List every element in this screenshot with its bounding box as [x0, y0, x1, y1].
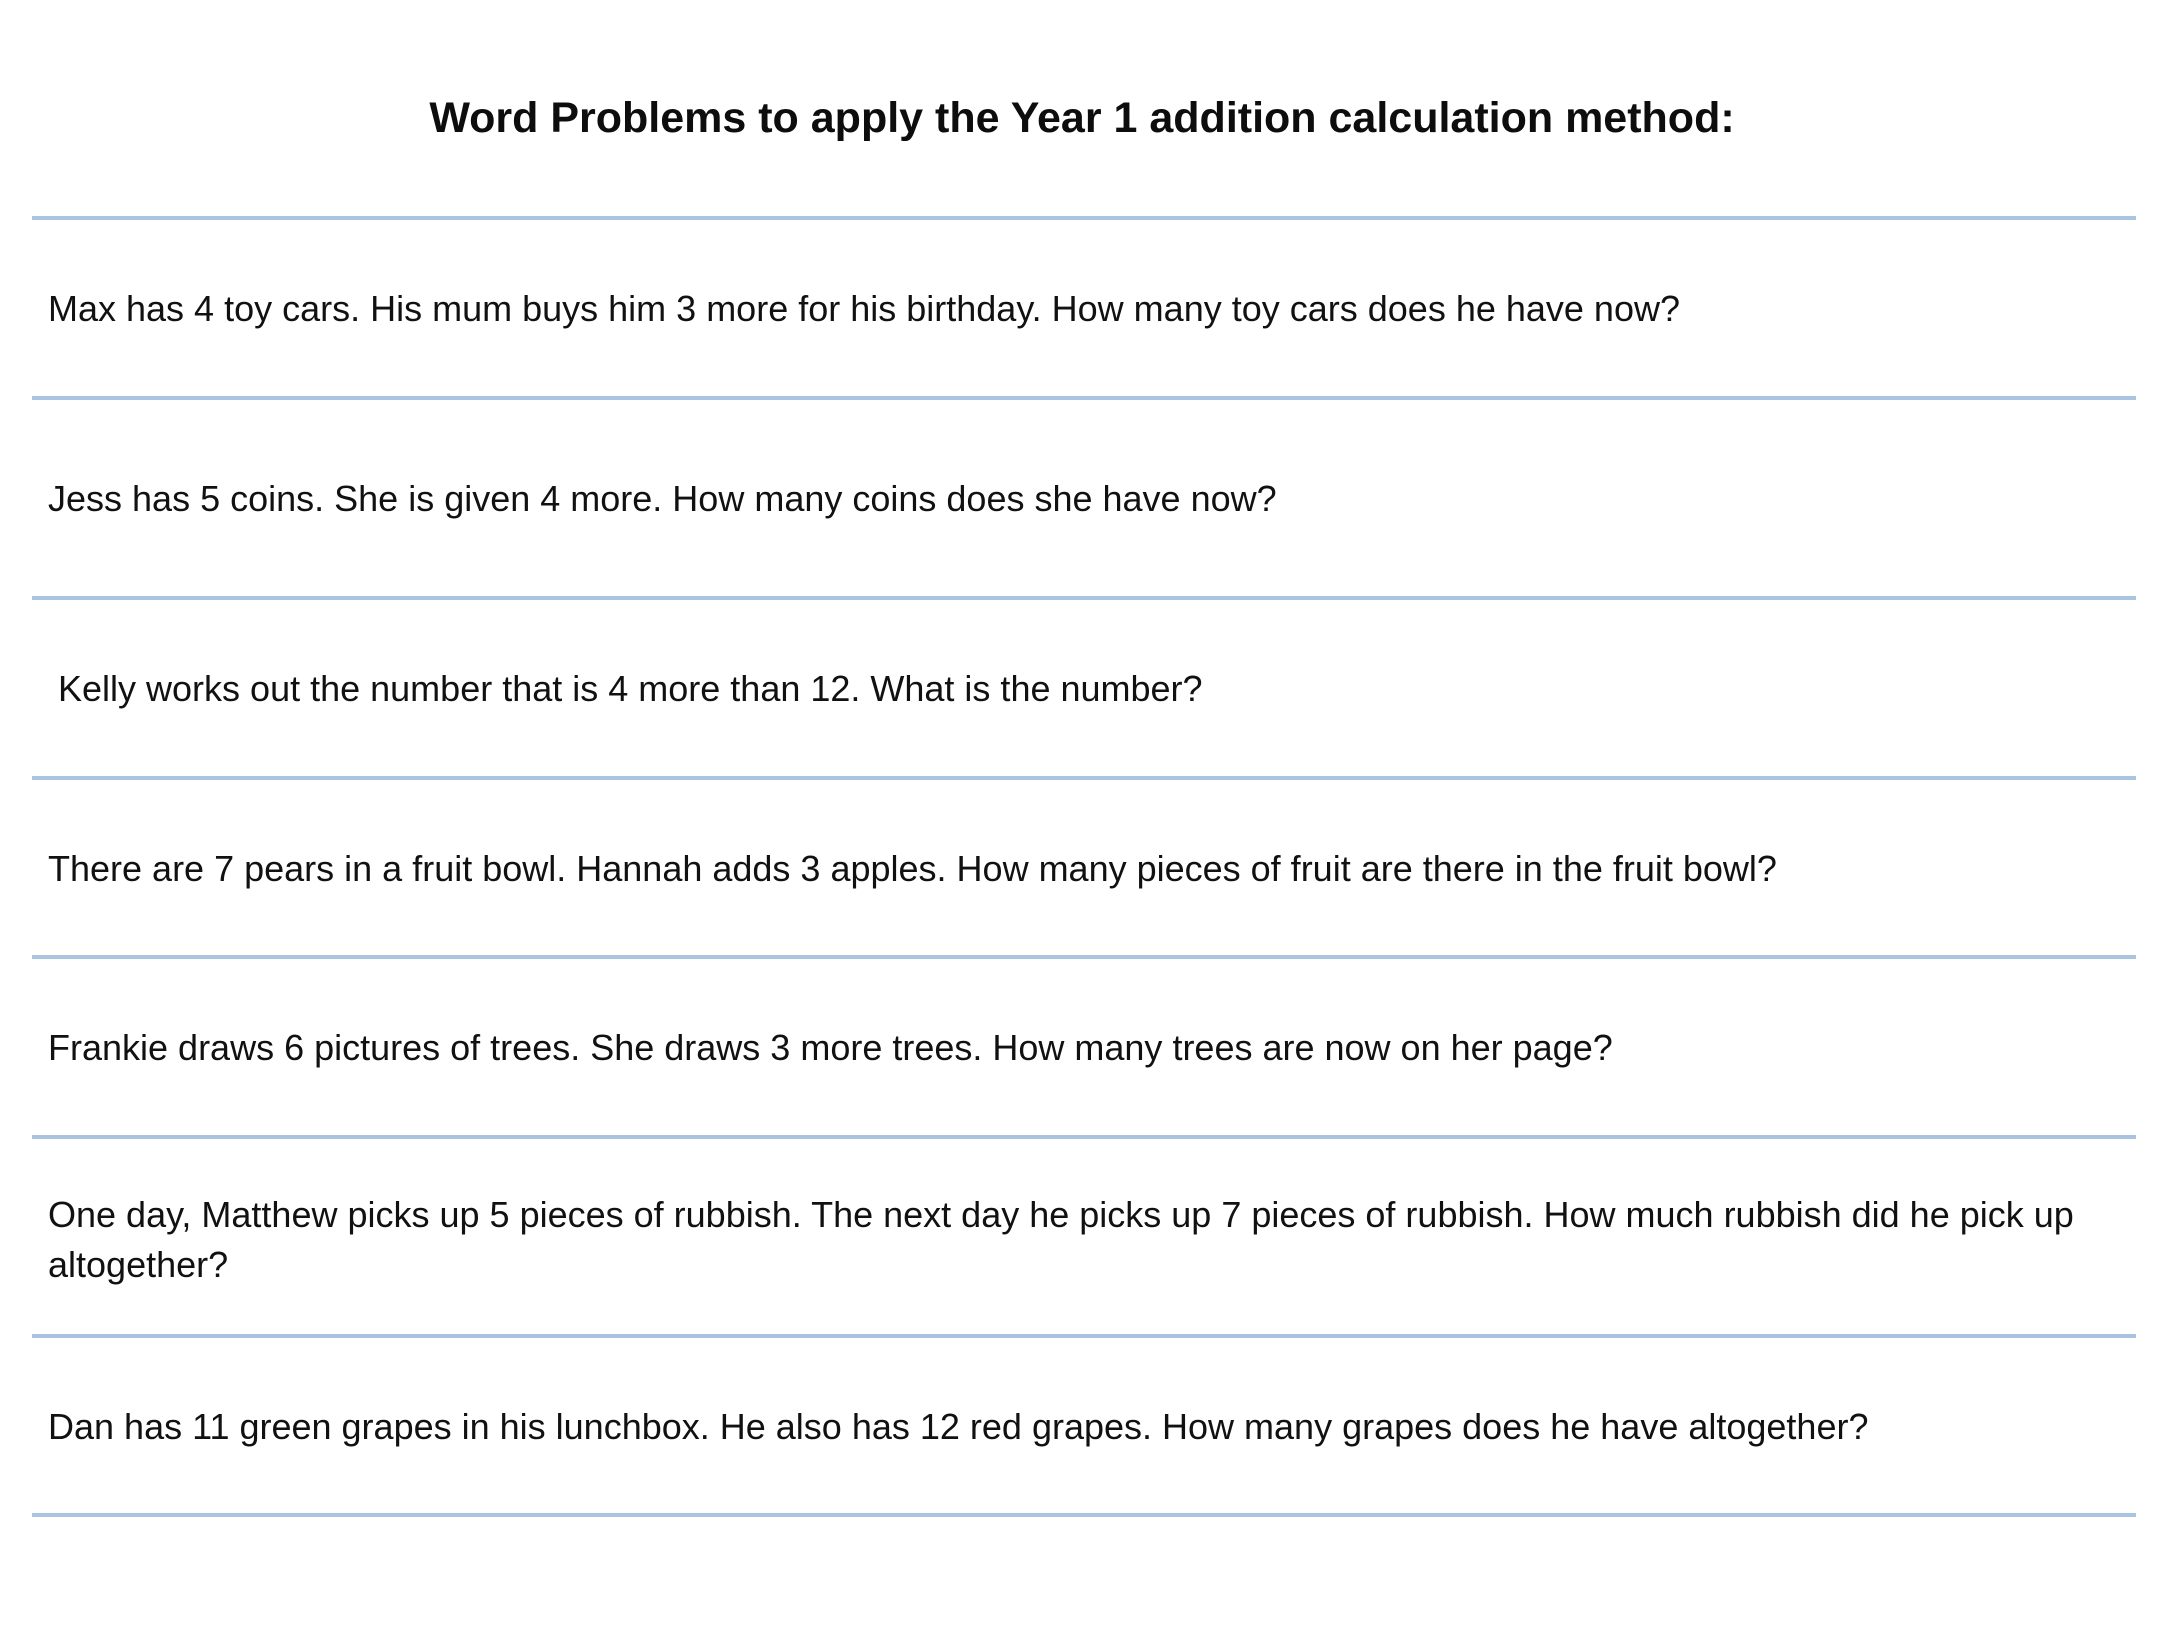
problem-6: One day, Matthew picks up 5 pieces of rubbish. The next day he picks up 7 pieces of rubbish. How much rubbish did he pick up altogether?	[48, 1194, 2074, 1285]
divider-line	[32, 216, 2136, 220]
problem-5: Frankie draws 6 pictures of trees. She draws 3 more trees. How many trees are now on her page?	[48, 1027, 1613, 1068]
problem-1: Max has 4 toy cars. His mum buys him 3 more for his birthday. How many toy cars does he have now?	[48, 288, 1680, 329]
problem-2: Jess has 5 coins. She is given 4 more. How many coins does she have now?	[48, 478, 1277, 519]
divider-line	[32, 776, 2136, 780]
problem-3: Kelly works out the number that is 4 more than 12. What is the number?	[48, 668, 1203, 709]
divider-line	[32, 396, 2136, 400]
divider-line	[32, 1135, 2136, 1139]
divider-line	[32, 1334, 2136, 1338]
problem-7: Dan has 11 green grapes in his lunchbox. He also has 12 red grapes. How many grapes does he have altogether?	[48, 1406, 1869, 1447]
problem-4: There are 7 pears in a fruit bowl. Hannah adds 3 apples. How many pieces of fruit are there in the fruit bowl?	[48, 848, 1777, 889]
divider-line	[32, 1513, 2136, 1517]
divider-line	[32, 596, 2136, 600]
divider-line	[32, 955, 2136, 959]
worksheet-title: Word Problems to apply the Year 1 addition calculation method:	[429, 94, 1735, 142]
